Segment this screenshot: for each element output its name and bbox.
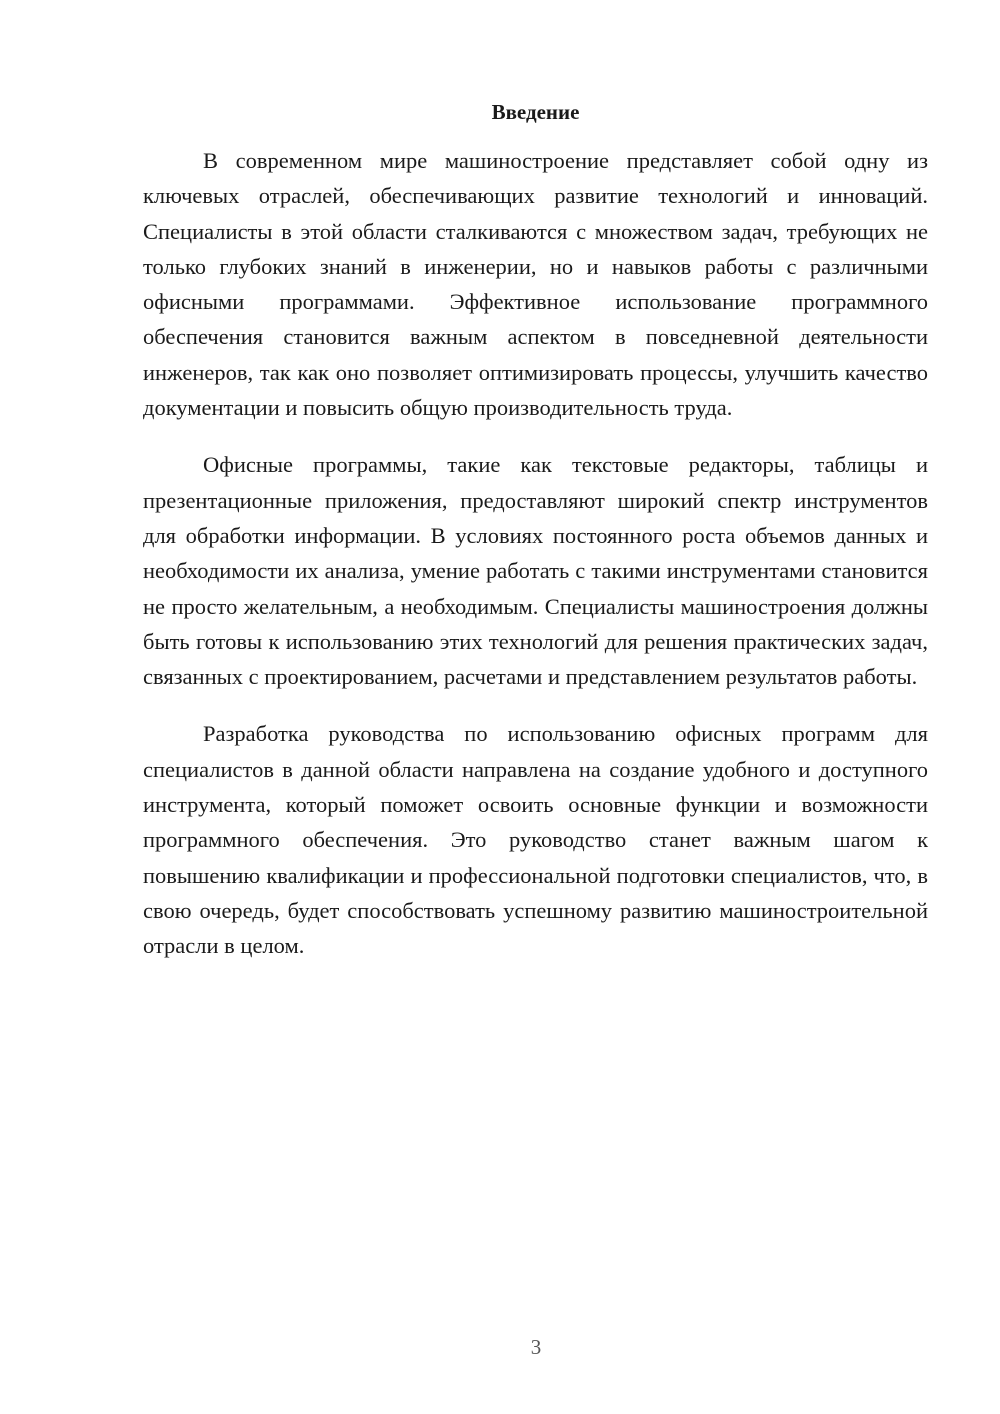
- body-text: [143, 143, 928, 964]
- paragraph-3: Разработка руководства по использованию офисных программ для специалистов в данной области направлена на создание удобного и доступного инструмента, который поможет освоить основные функции и возможности программного обеспечения. Это руководство станет важным шагом к повышению квалификации и профессиональной подготовки специалистов, что, в свою очередь, будет способствовать успешному развитию машиностроительной отрасли в целом.: [143, 721, 928, 959]
- page-number: 3: [530, 1335, 542, 1359]
- paragraph-2: Офисные программы, такие как текстовые редакторы, таблицы и презентационные приложения, предоставляют широкий спектр инструментов для обработки информации. В условиях постоянного роста объемов данных и необходимости их анализа, умение работать с такими инструментами становится не просто желательным, а необходимым. Специалисты машиностроения должны быть готовы к использованию этих технологий для решения практических задач, связанных с проектированием, расчетами и представлением результатов работы.: [143, 452, 928, 690]
- section-heading: Введение: [491, 100, 580, 124]
- paragraph-1: В современном мире машиностроение представляет собой одну из ключевых отраслей, обеспечивающих развитие технологий и инноваций. Специалисты в этой области сталкиваются с множеством задач, требующих не только глубоких знаний в инженерии, но и навыков работы с различными офисными программами. Эффективное использование программного обеспечения становится важным аспектом в повседневной деятельности инженеров, так как оно позволяет оптимизировать процессы, улучшить качество документации и повысить общую производительность труда.: [143, 148, 928, 421]
